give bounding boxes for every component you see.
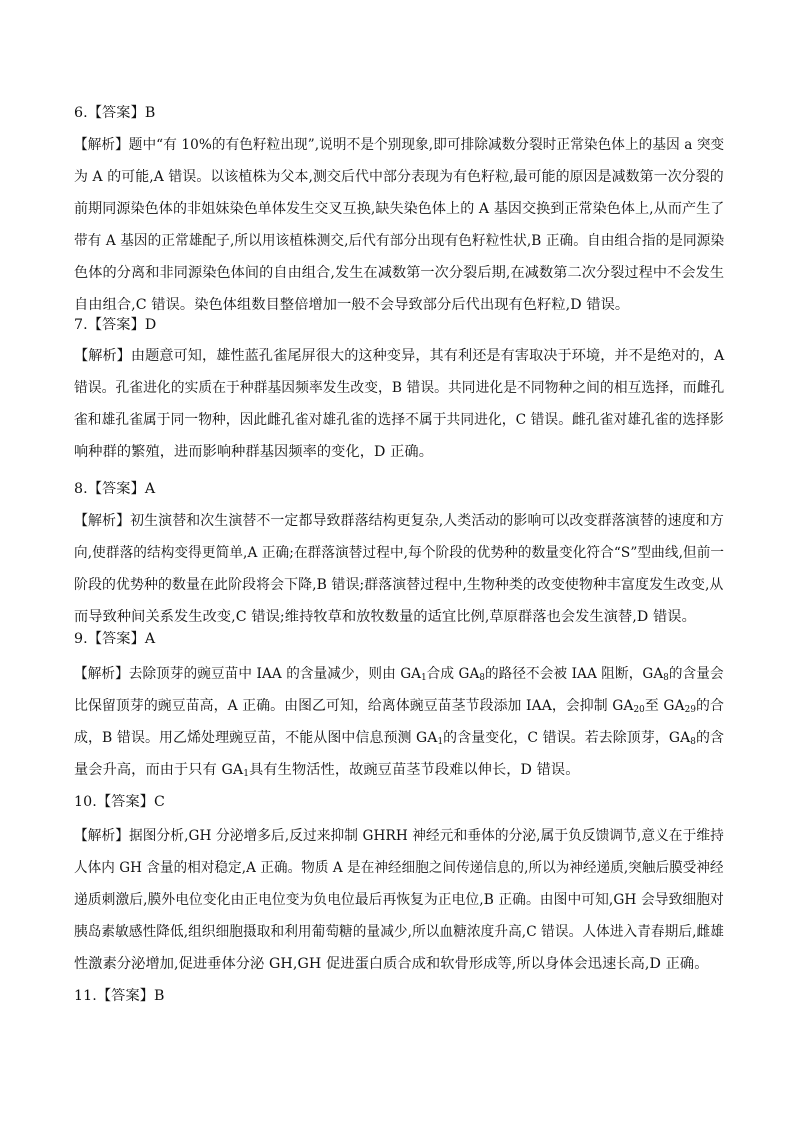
analysis-7-line: 响种群的繁殖，进而影响种群基因频率的变化，D 正确。	[74, 444, 433, 460]
answer-10: 10.【答案】C	[74, 794, 165, 810]
analysis-10-line: 人体内 GH 含量的相对稳定,A 正确。物质 A 是在神经细胞之间传递信息的,所以为神经递质,突触后膜受神经	[74, 860, 724, 876]
analysis-8-line: 向,使群落的结构变得更简单,A 正确;在群落演替过程中,每个阶段的优势种的数量变化符合“S”型曲线,但前一	[74, 545, 725, 561]
analysis-10	[74, 820, 724, 980]
analysis-6-line: 色体的分离和非同源染色体间的自由组合,发生在减数第一次分裂后期,在减数第二次分裂过程中不会发生	[74, 265, 725, 281]
subscript: 8	[690, 737, 697, 747]
answer-7: 7.【答案】D	[74, 317, 157, 333]
analysis-7-line: 错误。孔雀进化的实质在于种群基因频率发生改变，B 错误。共同进化是不同物种之间的相互选择，而雌孔	[74, 380, 725, 396]
subscript: 8	[479, 673, 485, 683]
analysis-9-line: 比保留顶芽的豌豆苗高，A 正确。由图乙可知，给离体豌豆苗茎节段添加 IAA，会抑制 $GA_{20}$至 $GA_{29}$的合	[74, 698, 724, 715]
analysis-9-line: 成，B 错误。用乙烯处理豌豆苗，不能从图中信息预测 $GA_1$的含量变化，C 错误。若去除顶芽，$GA_8$的含	[74, 730, 725, 747]
subscript: 1	[437, 737, 444, 747]
analysis-10-line: 胰岛素敏感性降低,组织细胞摄取和利用葡萄糖的量减少,所以血糖浓度升高,C 错误。人体进入青春期后,雌雄	[74, 924, 724, 940]
answer-9: 9.【答案】A	[74, 631, 156, 647]
subscript: 20	[633, 705, 645, 715]
analysis-8-line: 而导致种间关系发生改变,C 错误;维持牧草和放牧数量的适宜比例,草原群落也会发生演替,D 错误。	[74, 609, 696, 625]
answer-11: 11.【答案】B	[74, 988, 165, 1004]
analysis-7-line: 雀和雄孔雀属于同一物种，因此雌孔雀对雄孔雀的选择不属于共同进化，C 错误。雌孔雀对雄孔雀的选择影	[74, 412, 724, 428]
analysis-9-line: 【解析】去除顶芽的豌豆苗中 IAA 的含量减少，则由 $GA_1$合成 $GA_8$的路径不会被 IAA 阻断，$GA_8$的含量会	[74, 666, 724, 683]
analysis-6-line: 【解析】题中“有 10%的有色籽粒出现”,说明不是个别现象,即可排除减数分裂时正常染色体上的基因 a 突变	[74, 137, 725, 153]
analysis-6-line: 为 A 的可能,A 错误。以该植株为父本,测交后代中部分表现为有色籽粒,最可能的原因是减数第一次分裂的	[74, 169, 724, 185]
analysis-8-line: 阶段的优势种的数量在此阶段将会下降,B 错误;群落演替过程中,生物种类的改变使物种丰富度发生改变,从	[74, 577, 724, 593]
answer-8: 8.【答案】A	[74, 481, 156, 497]
analysis-8-line: 【解析】初生演替和次生演替不一定都导致群落结构更复杂,人类活动的影响可以改变群落演替的速度和方	[74, 513, 724, 529]
subscript: 8	[663, 673, 669, 683]
analysis-6	[74, 129, 724, 321]
analysis-10-line: 【解析】据图分析,GH 分泌增多后,反过来抑制 GHRH 神经元和垂体的分泌,属于负反馈调节,意义在于维持	[74, 828, 724, 844]
analysis-7	[74, 340, 724, 468]
subscript: 29	[684, 705, 697, 715]
subscript: 1	[421, 673, 427, 683]
analysis-6-line: 前期同源染色体的非姐妹染色单体发生交叉互换,缺失染色体上的 A 基因交换到正常染色体上,从而产生了	[74, 201, 725, 217]
analysis-7-line: 【解析】由题意可知，雄性蓝孔雀尾屏很大的这种变异，其有利还是有害取决于环境，并不是绝对的，A	[74, 348, 725, 364]
analysis-10-line: 递质刺激后,膜外电位变化由正电位变为负电位最后再恢复为正电位,B 正确。由图中可知,GH 会导致细胞对	[74, 892, 724, 908]
analysis-10-line: 性激素分泌增加,促进垂体分泌 GH,GH 促进蛋白质合成和软骨形成等,所以身体会迅速长高,D 正确。	[74, 956, 709, 972]
analysis-8	[74, 505, 724, 633]
analysis-9	[74, 658, 724, 786]
analysis-9-line: 量会升高，而由于只有 $GA_1$具有生物活性，故豌豆苗茎节段难以伸长，D 错误。	[74, 762, 580, 779]
answer-6: 6.【答案】B	[74, 105, 156, 121]
analysis-6-line: 自由组合,C 错误。染色体组数目整倍增加一般不会导致部分后代出现有色籽粒,D 错误。	[74, 297, 630, 313]
analysis-6-line: 带有 A 基因的正常雄配子,所以用该植株测交,后代有部分出现有色籽粒性状,B 正确。自由组合指的是同源染	[74, 233, 725, 249]
subscript: 1	[243, 769, 250, 779]
